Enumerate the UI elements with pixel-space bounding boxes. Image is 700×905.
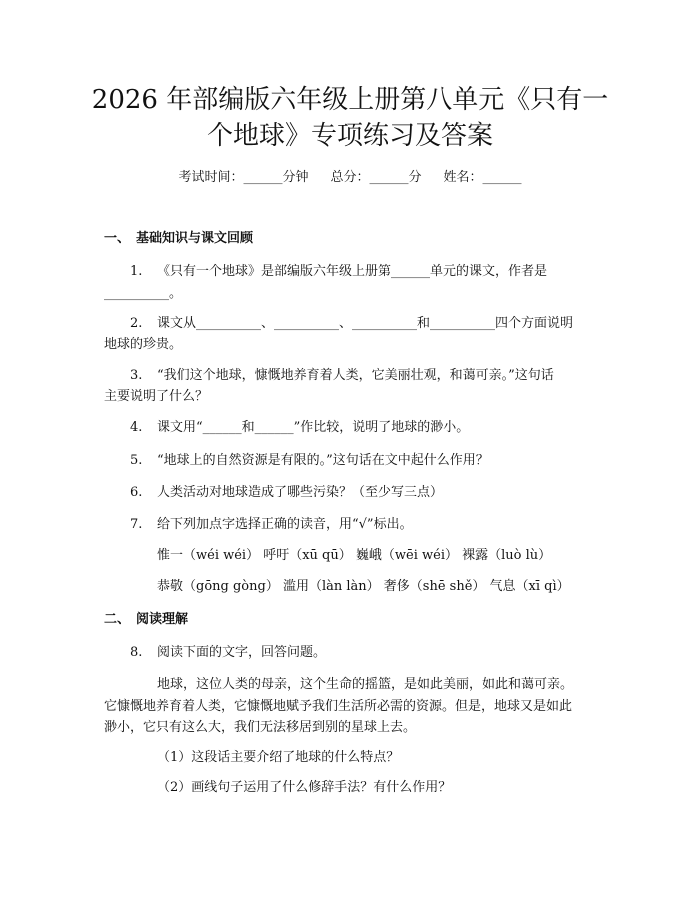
question-6 [130, 483, 443, 503]
question-number: 1. [130, 264, 143, 279]
question-3-continuation: 主要说明了什么？ [104, 389, 209, 404]
question-3 [130, 366, 554, 386]
question-7 [130, 515, 413, 535]
section-number: 二、 [104, 612, 131, 627]
question-text: “地球上的自然资源是有限的。”这句话在文中起什么作用？ [157, 453, 489, 468]
section-heading-2 [104, 610, 188, 630]
sub-question-1: （1）这段话主要介绍了地球的什么特点？ [157, 750, 400, 765]
exam-time: 考试时间：______分钟 [178, 170, 309, 185]
question-2-continuation: 地球的珍贵。 [104, 337, 183, 352]
pinyin-row-2: 恭敬（gōng gòng） 滥用（làn làn） 奢侈（shē shě） 气息（xī qì） [157, 579, 570, 594]
question-text: 课文用“______和______”作比较，说明了地球的渺小。 [157, 420, 470, 435]
question-1 [130, 262, 547, 282]
document-title-line-1: 2026 年部编版六年级上册第八单元《只有一 [91, 85, 609, 115]
pinyin-row-1: 惟一（wéi wéi） 呼吁（xū qū） 巍峨（wēi wéi） 裸露（luò lù） [157, 548, 552, 563]
document-title-line-2: 个地球》专项练习及答案 [206, 121, 493, 151]
sub-question-2: （2）画线句子运用了什么修辞手法？有什么作用？ [157, 780, 452, 795]
question-1-continuation: __________。 [104, 286, 183, 301]
passage-line-3: 渺小，它只有这么大，我们无法移居到别的星球上去。 [104, 720, 417, 735]
question-text: 人类活动对地球造成了哪些污染？（至少写三点） [157, 485, 444, 500]
section-title: 基础知识与课文回顾 [136, 231, 254, 246]
passage-line-2: 它慷慨地养育着人类，它慷慨地赋予我们生活所必需的资源。但是，地球又是如此 [104, 699, 573, 714]
question-4 [130, 418, 469, 438]
question-number: 8. [130, 645, 143, 660]
question-8 [130, 643, 326, 663]
section-title: 阅读理解 [136, 612, 189, 627]
question-number: 6. [130, 485, 143, 500]
question-number: 7. [130, 517, 143, 532]
question-text: 给下列加点字选择正确的读音，用“√”标出。 [157, 517, 413, 532]
passage-line-1: 地球，这位人类的母亲，这个生命的摇篮，是如此美丽，如此和蔼可亲。 [157, 677, 574, 692]
question-text: 《只有一个地球》是部编版六年级上册第______单元的课文，作者是 [157, 264, 548, 279]
question-5 [130, 451, 489, 471]
question-number: 3. [130, 368, 143, 383]
section-number: 一、 [104, 231, 131, 246]
exam-meta [0, 168, 700, 188]
exam-score: 总分：______分 [330, 170, 422, 185]
question-number: 5. [130, 453, 143, 468]
section-heading-1 [104, 229, 253, 249]
question-number: 2. [130, 316, 143, 331]
question-text: 阅读下面的文字，回答问题。 [157, 645, 327, 660]
question-text: 课文从__________、__________、__________和__________四个方面说明 [157, 316, 574, 331]
question-2 [130, 314, 573, 334]
question-text: “我们这个地球，慷慨地养育着人类，它美丽壮观，和蔼可亲。”这句话 [157, 368, 554, 383]
student-name: 姓名：______ [443, 170, 522, 185]
question-number: 4. [130, 420, 143, 435]
